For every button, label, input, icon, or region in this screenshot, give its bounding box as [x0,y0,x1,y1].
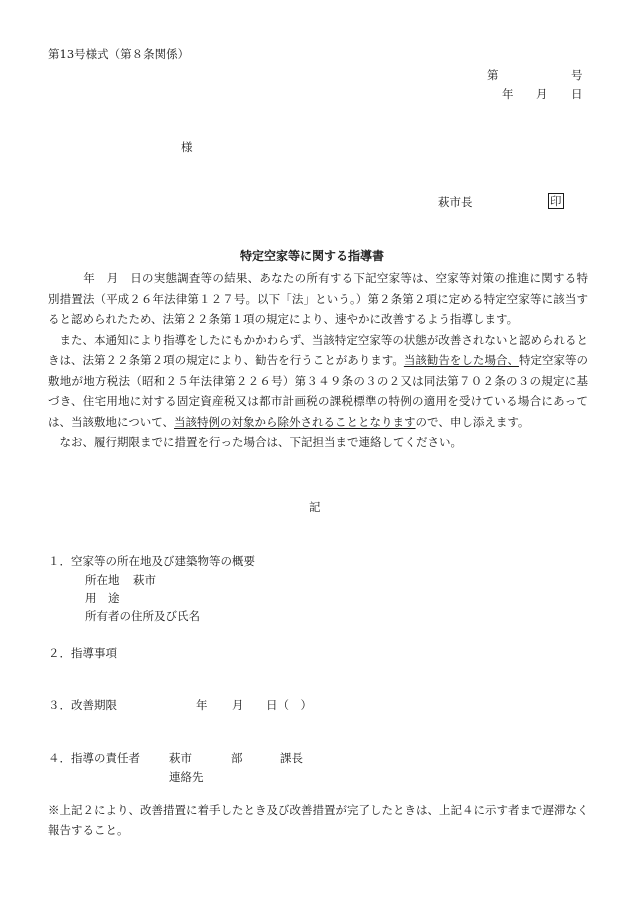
item-3-year: 年 [196,698,208,712]
item-1-title: １．空家等の所在地及び建築物等の概要 [48,554,255,568]
item-1-owner-label: 所有者の住所及び氏名 [85,609,200,623]
document-number-prefix: 第 [487,68,499,82]
body-paragraph-2-part-c: ので、申し添えます。 [415,414,530,429]
item-3-day: 日（ ） [266,698,312,712]
item-1-location-label: 所在地 [85,573,120,587]
item-4-title: ４．指導の責任者 [48,751,140,765]
body-paragraph-2 [48,330,588,433]
date-day: 日 [571,87,583,101]
body-paragraph-2-part-b: 特定空家等の敷地が地方税法（昭和２５年法律第２２６号）第３４９条の３の２又は同法第７０２条の３の規定に基づき、住宅用地に対する固定資産税又は都市計画税の課税標準の特例の適用を受けている場合にあっては、当該敷地について、 [48,353,589,429]
document-title: 特定空家等に関する指導書 [240,249,385,263]
recipient-honorific: 様 [181,140,193,154]
date-month: 月 [536,87,548,101]
seal-mark [548,193,564,209]
sender-title: 萩市長 [438,195,473,209]
item-4-section: 課長 [280,751,303,765]
item-4-contact: 連絡先 [169,770,204,784]
item-4-dept: 部 [231,751,243,765]
ki-heading: 記 [309,500,321,514]
item-1-location-value: 萩市 [133,573,156,587]
date-year: 年 [502,87,514,101]
body-paragraph-1: 年 月 日の実態調査等の結果、あなたの所有する下記空家等は、空家等対策の推進に関する特別措置法（平成２６年法律第１２７号。以下「法」という。）第２条第２項に定める特定空家等に該当すると認められたため、法第２２条第１項の規定により、速やかに改善するよう指導します。 [48,271,588,326]
seal-box: 印 [550,194,562,208]
body-text [48,268,588,453]
item-2-title: ２．指導事項 [48,646,117,660]
body-paragraph-3: なお、履行期限までに措置を行った場合は、下記担当まで連絡してください。 [48,435,462,449]
body-paragraph-2-part-a: また、本通知により指導をしたにもかかわらず、当該特定空家等の状態が改善されないと認められるときは、法第２２条第２項の規定により、勧告を行うことがあります。 [48,332,588,367]
underlined-recommendation-clause: 当該勧告をした場合、 [403,353,519,367]
document-number-suffix: 号 [571,68,583,82]
footnote: ※上記２により、改善措置に着手したとき及び改善措置が完了したときは、上記４に示す者まで遅滞なく報告すること。 [48,803,589,837]
underlined-exclusion-clause: 当該特例の対象から除外されることとなります [174,414,416,429]
item-3-month: 月 [232,698,244,712]
item-4-city: 萩市 [169,751,192,765]
form-number: 第13号様式（第８条関係） [48,47,190,61]
item-1-use-label: 用 途 [85,591,120,605]
item-3-title: ３．改善期限 [48,698,117,712]
